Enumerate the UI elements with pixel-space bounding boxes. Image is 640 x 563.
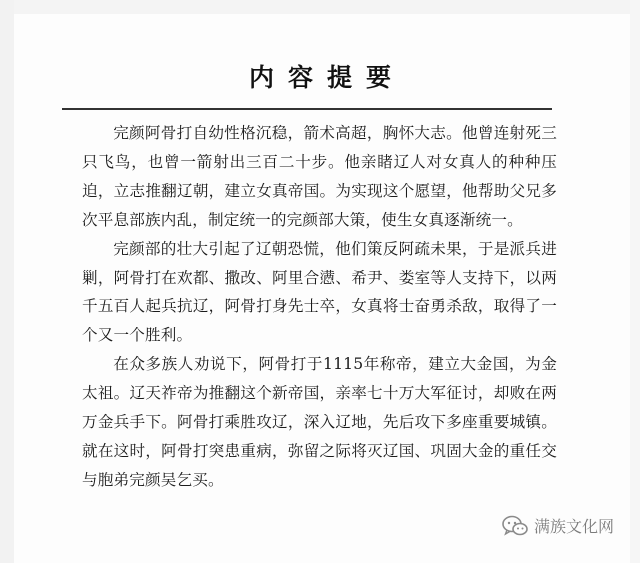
watermark-text: 满族文化网	[533, 517, 614, 536]
watermark	[502, 514, 614, 537]
page-title: 内容提要	[248, 63, 405, 92]
title-underline	[62, 108, 552, 110]
paragraph-3: 在众多族人劝说下，阿骨打于1115年称帝，建立大金国，为金太祖。辽天祚帝为推翻这个新帝国，亲率七十万大军征讨，却败在两万金兵手下。阿骨打乘胜攻辽，深入辽地，先后攻下多座重要城镇。就在这时，阿骨打突患重病，弥留之际将灭辽国、巩固大金的重任交与胞弟完颜吴乞买。	[82, 355, 557, 489]
paragraph-1: 完颜阿骨打自幼性格沉稳，箭术高超，胸怀大志。他曾连射死三只飞鸟，也曾一箭射出三百二十步。他亲睹辽人对女真人的种种压迫，立志推翻辽朝，建立女真帝国。为实现这个愿望，他帮助父兄多次平息部族内乱，制定统一的完颜部大策，使生女真逐渐统一。	[82, 124, 557, 229]
paragraph-2: 完颜部的壮大引起了辽朝恐慌，他们策反阿疏未果，于是派兵进剿，阿骨打在欢都、撒改、阿里合懑、希尹、娄室等人支持下，以两千五百人起兵抗辽，阿骨打身先士卒，女真将士奋勇杀敌，取得了一个又一个胜利。	[82, 239, 557, 345]
wechat-icon	[502, 515, 528, 537]
summary-body	[82, 119, 557, 495]
scan-edge-top	[0, 0, 640, 14]
